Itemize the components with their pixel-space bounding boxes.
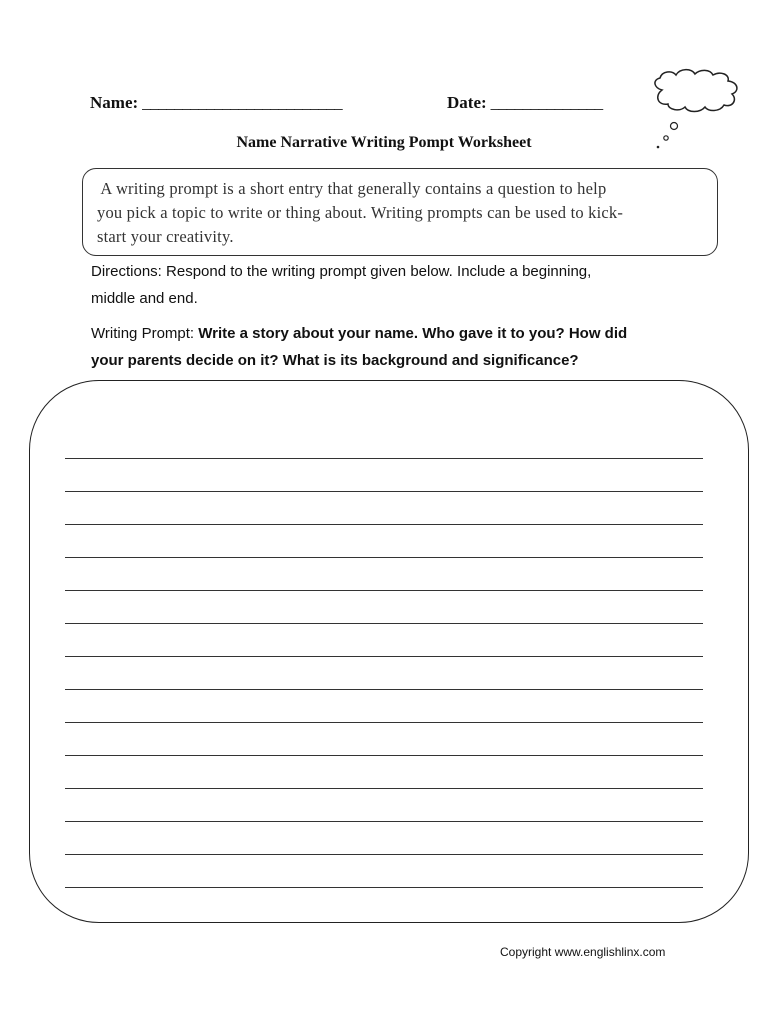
writing-line[interactable] bbox=[65, 821, 703, 822]
copyright: Copyright www.englishlinx.com bbox=[500, 945, 666, 959]
worksheet-title bbox=[0, 134, 768, 152]
writing-line[interactable] bbox=[65, 590, 703, 591]
writing-line[interactable] bbox=[65, 458, 703, 459]
writing-line[interactable] bbox=[65, 788, 703, 789]
worksheet-title-text: Name Narrative Writing Pompt Worksheet bbox=[236, 134, 532, 151]
writing-line[interactable] bbox=[65, 623, 703, 624]
directions-line: Directions: Respond to the writing prompt given below. Include a beginning, bbox=[91, 263, 592, 280]
prompt-text-2: your parents decide on it? What is its background and significance? bbox=[91, 352, 579, 369]
writing-area[interactable] bbox=[29, 380, 749, 923]
writing-line[interactable] bbox=[65, 854, 703, 855]
writing-line[interactable] bbox=[65, 491, 703, 492]
writing-line[interactable] bbox=[65, 656, 703, 657]
writing-line[interactable] bbox=[65, 755, 703, 756]
writing-prompt bbox=[91, 320, 711, 374]
intro-line: start your creativity. bbox=[97, 227, 234, 246]
name-blank[interactable]: _________________________ bbox=[142, 93, 343, 112]
writing-line[interactable] bbox=[65, 557, 703, 558]
writing-line[interactable] bbox=[65, 689, 703, 690]
writing-line[interactable] bbox=[65, 887, 703, 888]
prompt-line-1 bbox=[91, 320, 711, 347]
prompt-line-2 bbox=[91, 347, 711, 374]
name-field[interactable] bbox=[90, 93, 342, 113]
writing-line[interactable] bbox=[65, 722, 703, 723]
intro-line: you pick a topic to write or thing about. Writing prompts can be used to kick- bbox=[97, 203, 624, 222]
directions bbox=[91, 258, 711, 312]
date-field[interactable] bbox=[447, 93, 603, 113]
intro-box bbox=[82, 168, 718, 256]
prompt-text-1: Write a story about your name. Who gave it to you? How did bbox=[198, 325, 628, 342]
directions-line: middle and end. bbox=[91, 290, 198, 307]
prompt-label: Writing Prompt: bbox=[91, 325, 199, 342]
date-blank[interactable]: ______________ bbox=[490, 93, 603, 112]
writing-line[interactable] bbox=[65, 524, 703, 525]
date-label: Date: bbox=[447, 93, 487, 112]
name-label: Name: bbox=[90, 93, 139, 112]
intro-line: A writing prompt is a short entry that generally contains a question to help bbox=[97, 179, 607, 198]
